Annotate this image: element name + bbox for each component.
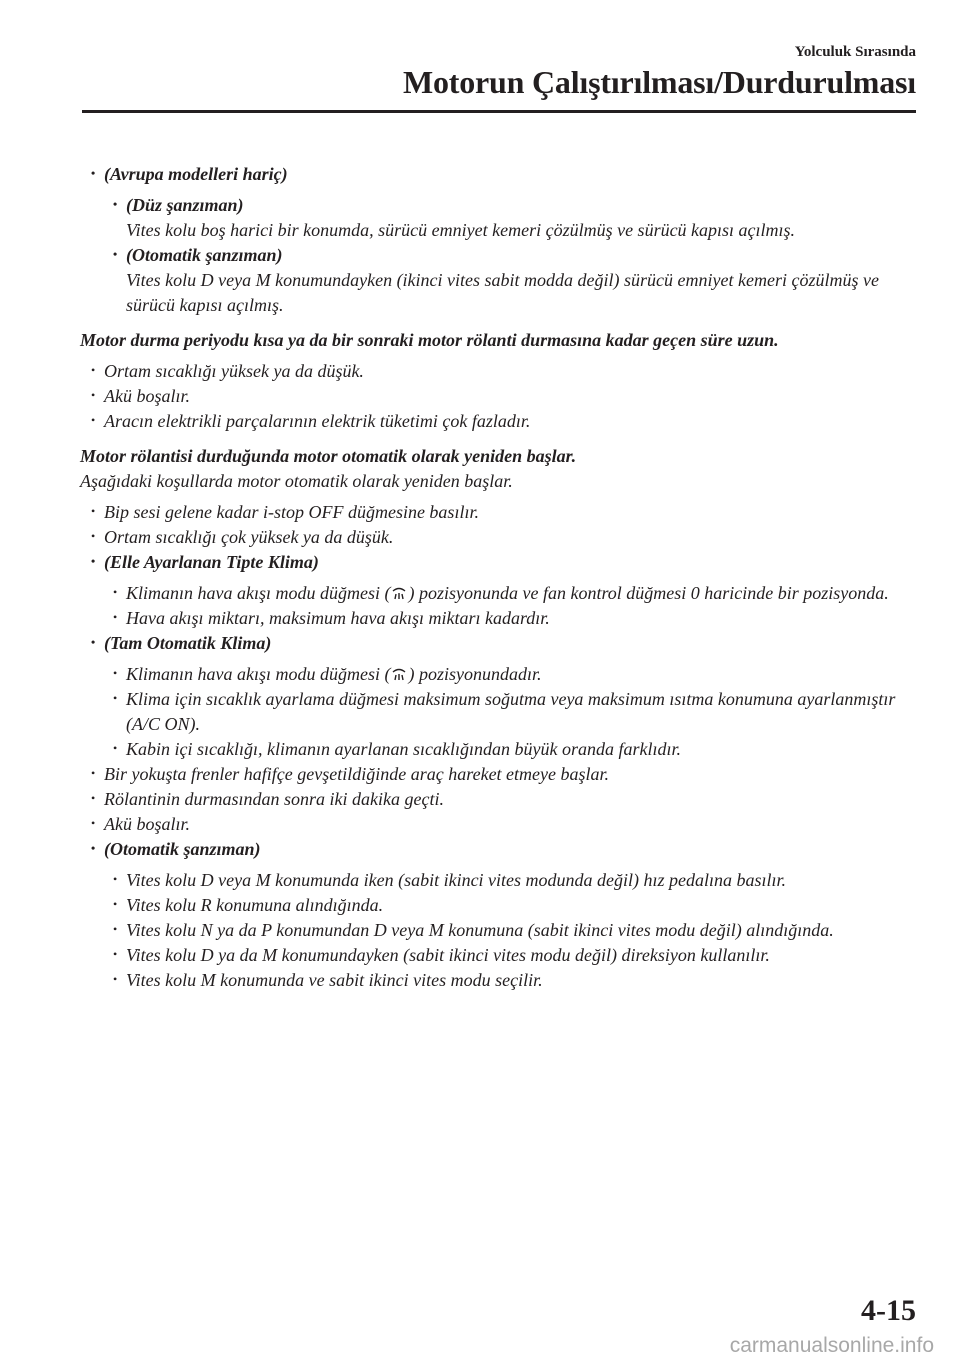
list-item: • Akü boşalır. [80,384,910,409]
bullet-automatic-transmission-2: • (Otomatik şanzıman) [80,837,910,862]
list-item: • Ortam sıcaklığı yüksek ya da düşük. [80,359,910,384]
heading-stop-period: Motor durma periyodu kısa ya da bir sonraki motor rölanti durmasına kadar geçen süre uzun. [80,330,779,350]
automatic-transmission-text: Vites kolu D veya M konumundayken (ikinci vites sabit modda değil) sürücü emniyet kemeri çözülmüş ve sürücü kapısı açılmış. [126,270,879,315]
list-item [80,662,910,687]
defroster-airflow-icon [391,585,407,601]
list-item: • Vites kolu D ya da M konumundayken (sabit ikinci vites modu değil) direksiyon kullanılır. [80,943,910,968]
list-item: • Bip sesi gelene kadar i-stop OFF düğmesine basılır. [80,500,910,525]
list-item: • Vites kolu R konumuna alındığında. [80,893,910,918]
list-item: • Vites kolu D veya M konumunda iken (sabit ikinci vites modunda değil) hız pedalına basılır. [80,868,910,893]
bullet-auto-climate: • (Tam Otomatik Klima) [80,631,910,656]
page-number: 4-15 [861,1294,916,1327]
page-content [80,162,910,993]
list-item: • Aracın elektrikli parçalarının elektrik tüketimi çok fazladır. [80,409,910,434]
list-item: • Hava akışı miktarı, maksimum hava akışı miktarı kadardır. [80,606,910,631]
auto-climate-text-b: ) pozisyonundadır. [408,664,542,684]
bullet-automatic-transmission: • (Otomatik şanzıman) [80,243,910,268]
page-title: Motorun Çalıştırılması/Durdurulması [402,64,916,100]
header-rule [82,110,916,113]
manual-climate-text-a: Klimanın hava akışı modu düğmesi ( [126,583,391,603]
defroster-airflow-icon [391,666,407,682]
watermark: carmanualsonline.info [729,1334,934,1357]
list-item: • Akü boşalır. [80,812,910,837]
list-item: • Rölantinin durmasından sonra iki dakika geçti. [80,787,910,812]
bullet-manual-transmission: • (Düz şanzıman) [80,193,910,218]
list-item: • Vites kolu M konumunda ve sabit ikinci vites modu seçilir. [80,968,910,993]
manual-climate-text-b: ) pozisyonunda ve fan kontrol düğmesi 0 haricinde bir pozisyonda. [408,583,889,603]
bullet-manual-climate: • (Elle Ayarlanan Tipte Klima) [80,550,910,575]
auto-climate-text-a: Klimanın hava akışı modu düğmesi ( [126,664,391,684]
restart-intro: Aşağıdaki koşullarda motor otomatik olarak yeniden başlar. [80,471,513,491]
list-item: • Klima için sıcaklık ayarlama düğmesi maksimum soğutma veya maksimum ısıtma konumuna ayarlanmıştır (A/C ON). [80,687,910,737]
manual-transmission-text: Vites kolu boş harici bir konumda, sürücü emniyet kemeri çözülmüş ve sürücü kapısı açılmış. [126,220,796,240]
list-item: • Bir yokuşta frenler hafifçe gevşetildiğinde araç hareket etmeye başlar. [80,762,910,787]
bullet-europe-excluded: • (Avrupa modelleri hariç) [80,162,910,187]
heading-restart: Motor rölantisi durduğunda motor otomatik olarak yeniden başlar. [80,446,577,466]
list-item: • Kabin içi sıcaklığı, klimanın ayarlanan sıcaklığından büyük oranda farklıdır. [80,737,910,762]
list-item: • Vites kolu N ya da P konumundan D veya M konumuna (sabit ikinci vites modu değil) alındığında. [80,918,910,943]
header-section: Yolculuk Sırasında [794,44,916,60]
list-item [80,581,910,606]
list-item: • Ortam sıcaklığı çok yüksek ya da düşük. [80,525,910,550]
